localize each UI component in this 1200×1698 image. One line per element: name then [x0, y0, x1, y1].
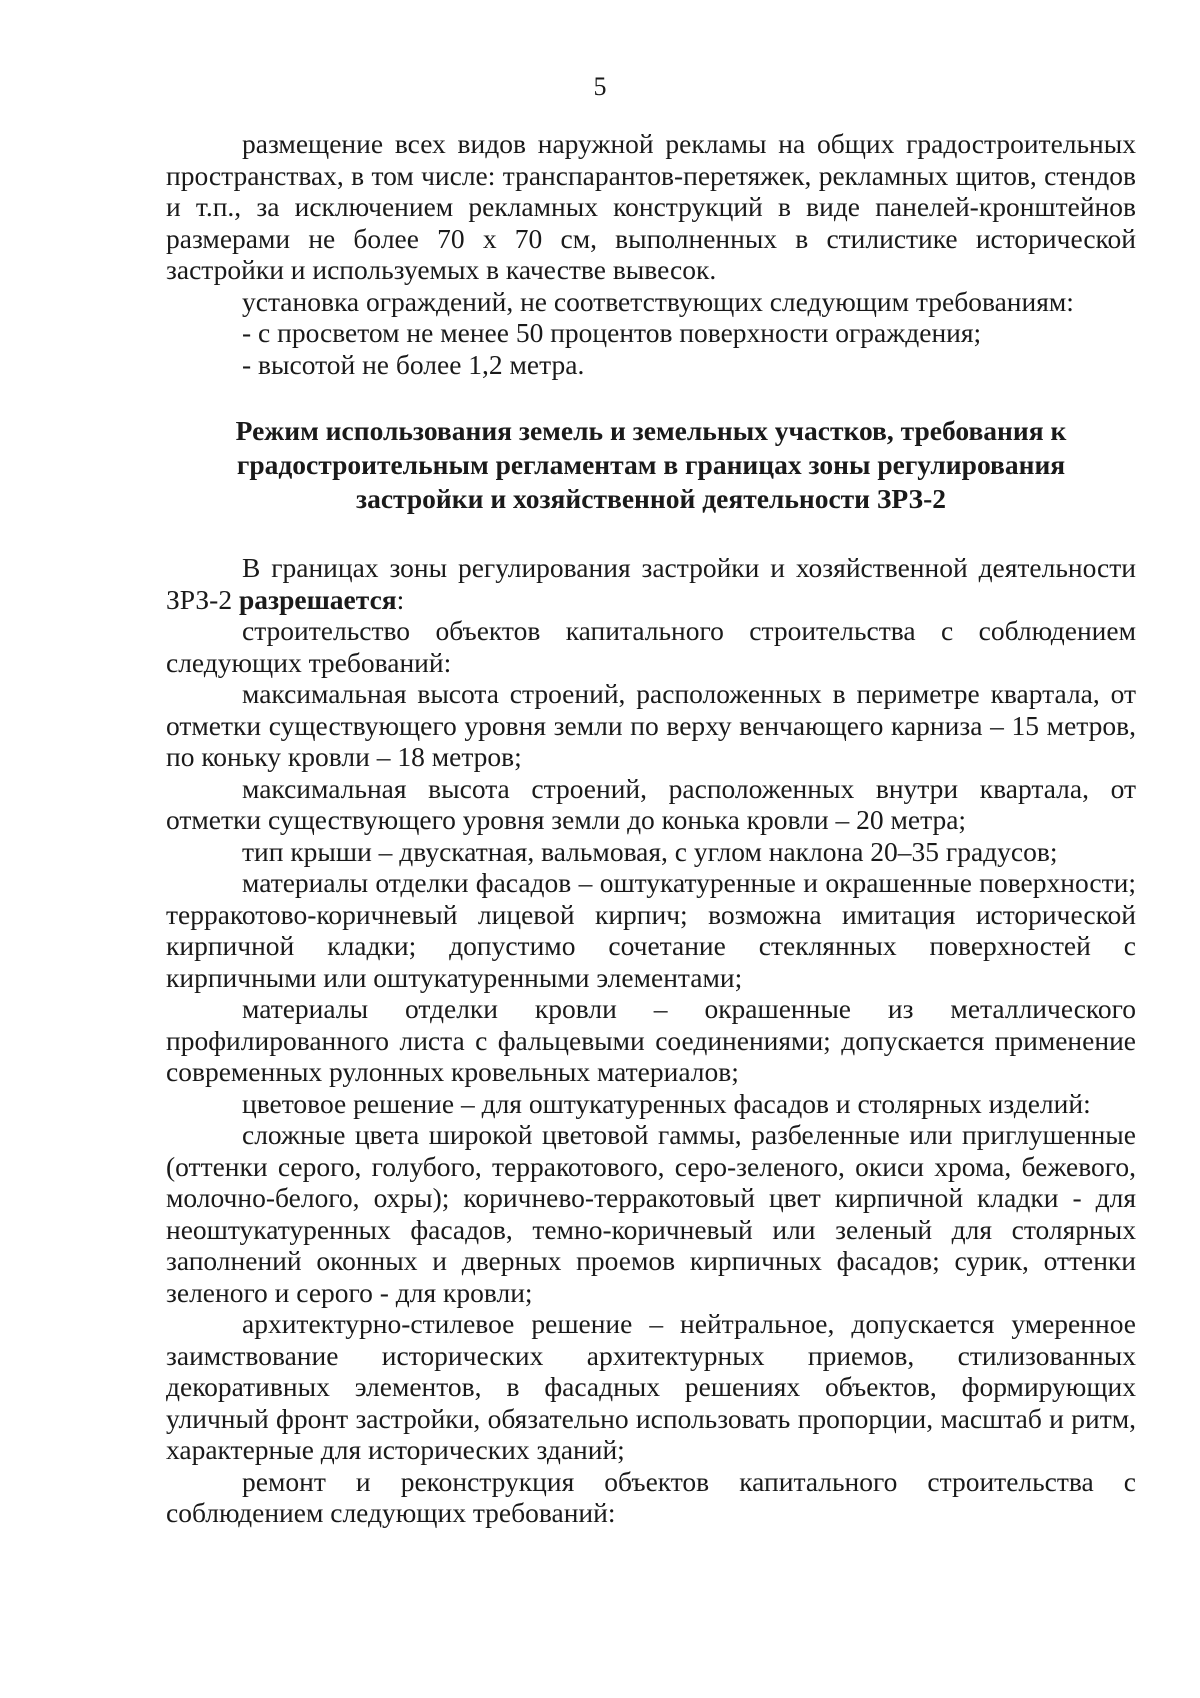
document-body [166, 128, 1136, 1529]
page-number: 5 [593, 72, 607, 101]
list-item: - с просветом не менее 50 процентов поверхности ограждения; [242, 317, 982, 348]
paragraph: тип крыши – двускатная, вальмовая, с углом наклона 20–35 градусов; [242, 835, 1058, 867]
heading-line: застройки и хозяйственной деятельности ЗРЗ-2 [356, 483, 946, 514]
paragraph: установка ограждений, не соответствующих следующим требованиям: [242, 285, 1074, 317]
heading-line: Режим использования земель и земельных участков, требования к [235, 415, 1067, 446]
list-item: - высотой не более 1,2 метра. [242, 348, 585, 380]
paragraph: сложные цвета широкой цветовой гаммы, разбеленные или приглушенные (оттенки серого, голубого, терракотового, серо-зеленого, окиси хрома, бежевого, молочно-белого, охры); коричнево-терракотовый цвет кирпичной кладки - для неоштукатуренных фасадов, темно-коричневый или зеленый для столярных заполнений оконных и дверных проемов кирпичных фасадов; сурик, оттенки зеленого и серого - для кровли; [166, 1119, 1136, 1308]
paragraph: строительство объектов капитального строительства с соблюдением следующих требований: [166, 615, 1136, 678]
paragraph [166, 552, 1136, 615]
paragraph: ремонт и реконструкция объектов капитального строительства с соблюдением следующих требований: [166, 1465, 1136, 1528]
paragraph: архитектурно-стилевое решение – нейтральное, допускается умеренное заимствование исторических архитектурных приемов, стилизованных декоративных элементов, в фасадных решениях объектов, формирующих уличный фронт застройки, обязательно использовать пропорции, масштаб и ритм, характерные для исторических зданий; [166, 1308, 1136, 1465]
paragraph: материалы отделки фасадов – оштукатуренные и окрашенные поверхности; терракотово-коричневый лицевой кирпич; возможна имитация исторической кирпичной кладки; допустимо сочетание стеклянных поверхностей с кирпичными или оштукатуренными элементами; [166, 867, 1136, 993]
paragraph-text: В границах зоны регулирования застройки и хозяйственной деятельности ЗРЗ-2 [166, 552, 1136, 615]
paragraph: максимальная высота строений, расположенных в периметре квартала, от отметки существующего уровня земли по верху венчающего карниза – 15 метров, по коньку кровли – 18 метров; [166, 678, 1136, 772]
paragraph: цветовое решение – для оштукатуренных фасадов и столярных изделий: [242, 1087, 1091, 1119]
section-heading [166, 414, 1136, 516]
heading-line: градостроительным регламентам в границах зоны регулирования [236, 449, 1066, 480]
paragraph: размещение всех видов наружной рекламы на общих градостроительных пространствах, в том числе: транспарантов-перетяжек, рекламных щитов, стендов и т.п., за исключением рекламных конструкций в виде панелей-кронштейнов размерами не более 70 х 70 см, выполненных в стилистике исторической застройки и используемых в качестве вывесок. [166, 128, 1136, 285]
paragraph: материалы отделки кровли – окрашенные из металлического профилированного листа с фальцевыми соединениями; допускается применение современных рулонных кровельных материалов; [166, 993, 1136, 1087]
paragraph-punct: : [396, 583, 405, 615]
paragraph: максимальная высота строений, расположенных внутри квартала, от отметки существующего уровня земли до конька кровли – 20 метра; [166, 772, 1136, 835]
emphasis-text: разрешается [238, 583, 397, 615]
